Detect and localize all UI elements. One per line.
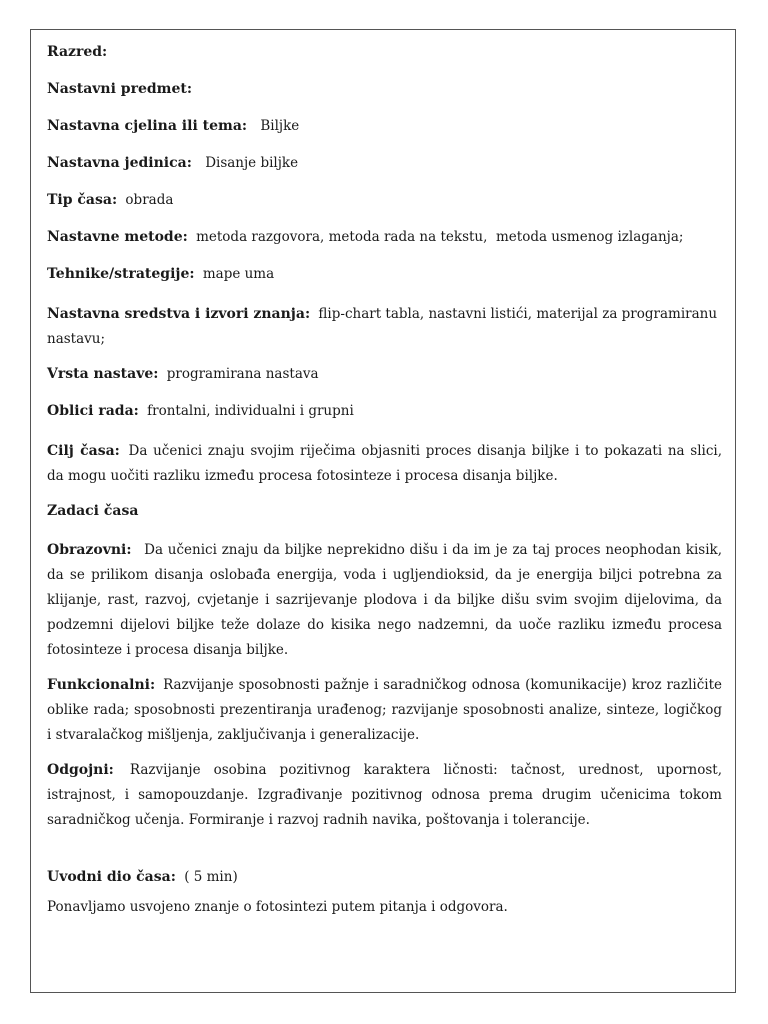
field-label: Oblici rada: [47,403,139,419]
field-value: ( 5 min) [184,869,238,885]
field-label: Nastavna sredstva i izvori znanja: [47,306,311,322]
field-tehnike [47,265,722,283]
spacer [47,843,722,868]
field-cjelina [47,117,722,135]
field-label: Vrsta nastave: [47,366,159,382]
field-predmet [47,80,722,98]
field-cilj [47,439,722,489]
zadatak-funkcionalni [47,673,722,748]
field-value: Da učenici znaju svojim riječima objasniti proces disanja biljke i to pokazati na slici, da mogu uočiti razliku između procesa fotosinteze i procesa disanja biljke. [47,443,723,484]
zadatak-text: Razvijanje osobina pozitivnog karaktera ličnosti: tačnost, urednost, upornost, istrajnost, i samopouzdanje. Izgrađivanje pozitivnog odnosa prema drugim učenicima tokom saradničkog učenja. Formiranje i razvoj radnih navika, poštovanja i tolerancije. [47,762,722,828]
zadatak-label: Obrazovni: [47,542,132,558]
zadatak-label: Odgojni: [47,762,114,778]
field-jedinica [47,154,722,172]
field-label: Uvodni dio časa: [47,869,176,885]
field-razred [47,43,722,61]
field-label: Nastavni predmet: [47,81,193,97]
field-value: Disanje biljke [205,155,299,171]
field-label: Cilj časa: [47,443,120,459]
field-value: Biljke [260,118,300,134]
paragraph-text: Ponavljamo usvojeno znanje o fotosintezi putem pitanja i odgovora. [47,899,508,915]
zadatak-text: Da učenici znaju da biljke neprekidno dišu i da im je za taj proces neophodan kisik, da se prilikom disanja oslobađa energija, voda i ugljendioksid, da je energija biljci potrebna za klijanje, rast, razvoj, cvjetanje i sazrijevanje plodova i da biljke dišu svim svojim dijelovima, da podzemni dijelovi biljke teže dolaze do kisika nego nadzemni, da uoče razliku između procesa fotosinteze i procesa disanja biljke. [47,542,727,658]
field-value: programirana nastava [166,366,319,382]
field-label: Tehnike/strategije: [47,266,195,282]
zadatak-obrazovni [47,538,727,663]
zadatak-label: Funkcionalni: [47,677,156,693]
field-label: Nastavna jedinica: [47,155,192,171]
field-label: Nastavne metode: [47,229,188,245]
field-sredstva [47,302,722,352]
zadaci-heading [47,502,722,520]
field-value: frontalni, individualni i grupni [147,403,354,419]
field-vrsta [47,365,722,383]
field-value: mape uma [202,266,275,282]
zadatak-odgojni [47,758,722,833]
section-heading: Zadaci časa [47,503,139,519]
field-tip [47,191,722,209]
field-label: Nastavna cjelina ili tema: [47,118,248,134]
uvodni-dio [47,868,722,886]
field-value: obrada [125,192,174,208]
field-label: Tip časa: [47,192,118,208]
lesson-plan [47,43,727,935]
uvodni-text [47,898,722,916]
field-label: Razred: [47,44,108,60]
zadatak-text: Razvijanje sposobnosti pažnje i saradničkog odnosa (komunikacije) kroz različite oblike rada; sposobnosti prezentiranja urađenog; razvijanje sposobnosti analize, sinteze, logičkog i stvaralačkog mišljenja, zaključivanja i generalizacije. [47,677,722,743]
field-oblici [47,402,722,420]
field-value: metoda razgovora, metoda rada na tekstu, metoda usmenog izlaganja; [196,229,684,245]
field-value: flip-chart tabla, nastavni listići, materijal za programiranu nastavu; [47,306,718,347]
field-metode [47,228,722,246]
